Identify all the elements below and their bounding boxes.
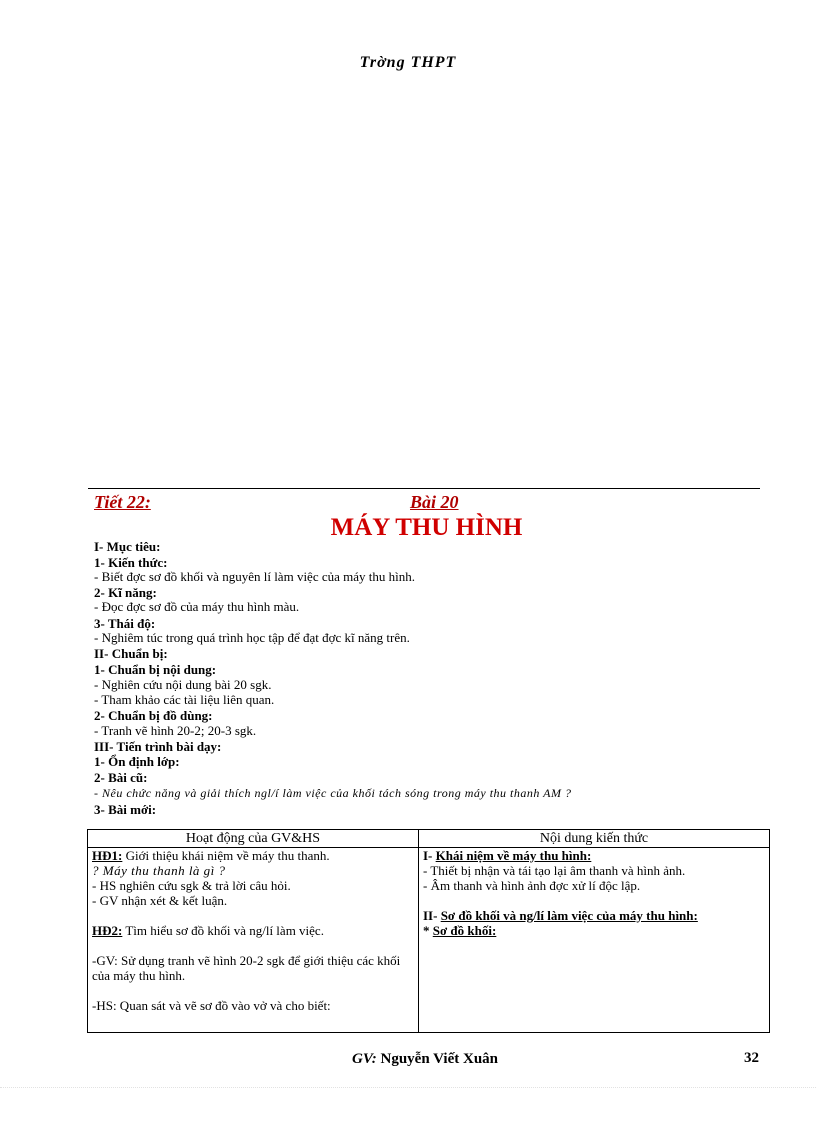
- outline-subheading: 1- Kiến thức:: [94, 555, 168, 570]
- activity-line: -GV: Sử dụng tranh vẽ hình 20-2 sgk để giới thiệu các khối của máy thu hình.: [92, 953, 401, 983]
- outline-heading: II- Chuẩn bị:: [94, 646, 168, 661]
- outline-line: - Biết đợc sơ đồ khối và nguyên lí làm việc của máy thu hình.: [94, 569, 415, 584]
- page-number: 32: [744, 1050, 759, 1066]
- outline-subheading: 2- Kĩ năng:: [94, 585, 157, 600]
- header-divider: [88, 488, 760, 489]
- content-cell: [419, 848, 770, 1033]
- column-header-activities: Hoạt động của GV&HS: [88, 830, 419, 848]
- activity-2: HĐ2: Tìm hiểu sơ đồ khối và ng/lí làm việc.: [92, 923, 324, 938]
- outline-line: - Nghiên cứu nội dung bài 20 sgk.: [94, 677, 272, 692]
- lesson-plan-table: [87, 829, 770, 1033]
- outline-subheading: 3- Bài mới:: [94, 802, 157, 817]
- outline-heading: III- Tiến trình bài dạy:: [94, 739, 222, 754]
- outline-line: - Đọc đợc sơ đồ của máy thu hình màu.: [94, 599, 300, 614]
- content-section-2: II- Sơ đồ khối và ng/lí làm việc của máy thu hình:: [423, 908, 698, 923]
- teacher-footer: [352, 1051, 498, 1068]
- outline-heading: I- Mục tiêu:: [94, 539, 161, 554]
- activity-line: - HS nghiên cứu sgk & trả lời câu hỏi.: [92, 878, 291, 893]
- lesson-title: MÁY THU HÌNH: [330, 514, 523, 541]
- activity-line: - GV nhận xét & kết luận.: [92, 893, 228, 908]
- outline-subheading: 1- Ổn định lớp:: [94, 754, 180, 769]
- outline-subheading: 2- Chuẩn bị đồ dùng:: [94, 708, 213, 723]
- column-header-content: Nội dung kiến thức: [419, 830, 770, 848]
- outline-line: - Tranh vẽ hình 20-2; 20-3 sgk.: [94, 723, 257, 738]
- outline-question: - Nêu chức năng và giải thích ngl/í làm việc của khối tách sóng trong máy thu thanh AM ?: [94, 786, 572, 800]
- teacher-label: GV:: [352, 1051, 377, 1067]
- outline-line: - Tham khảo các tài liệu liên quan.: [94, 692, 275, 707]
- footer-divider: [0, 1087, 816, 1088]
- lesson-number: Bài 20: [410, 492, 459, 512]
- activity-line: -HS: Quan sát và vẽ sơ đồ vào vở và cho biết:: [92, 998, 331, 1013]
- outline-subheading: 3- Thái độ:: [94, 616, 156, 631]
- activities-cell: [88, 848, 419, 1033]
- outline-subheading: 2- Bài cũ:: [94, 770, 148, 785]
- content-section-1: I- Khái niệm về máy thu hình:: [423, 848, 592, 863]
- activity-1: HĐ1: Giới thiệu khái niệm về máy thu thanh.: [92, 848, 330, 863]
- content-line: - Thiết bị nhận và tái tạo lại âm thanh và hình ảnh.: [423, 863, 686, 878]
- outline-subheading: 1- Chuẩn bị nội dung:: [94, 662, 217, 677]
- content-line: - Âm thanh và hình ảnh đợc xử lí độc lập.: [423, 878, 641, 893]
- school-header: Trờng THPT: [359, 54, 457, 71]
- content-subsection: * Sơ đồ khối:: [423, 923, 497, 938]
- question-line: ? Máy thu thanh là gì ?: [92, 863, 226, 878]
- teacher-name: Nguyễn Viết Xuân: [380, 1051, 499, 1067]
- outline-line: - Nghiêm túc trong quá trình học tập để đạt đợc kĩ năng trên.: [94, 630, 410, 645]
- lesson-period: Tiết 22:: [94, 492, 151, 512]
